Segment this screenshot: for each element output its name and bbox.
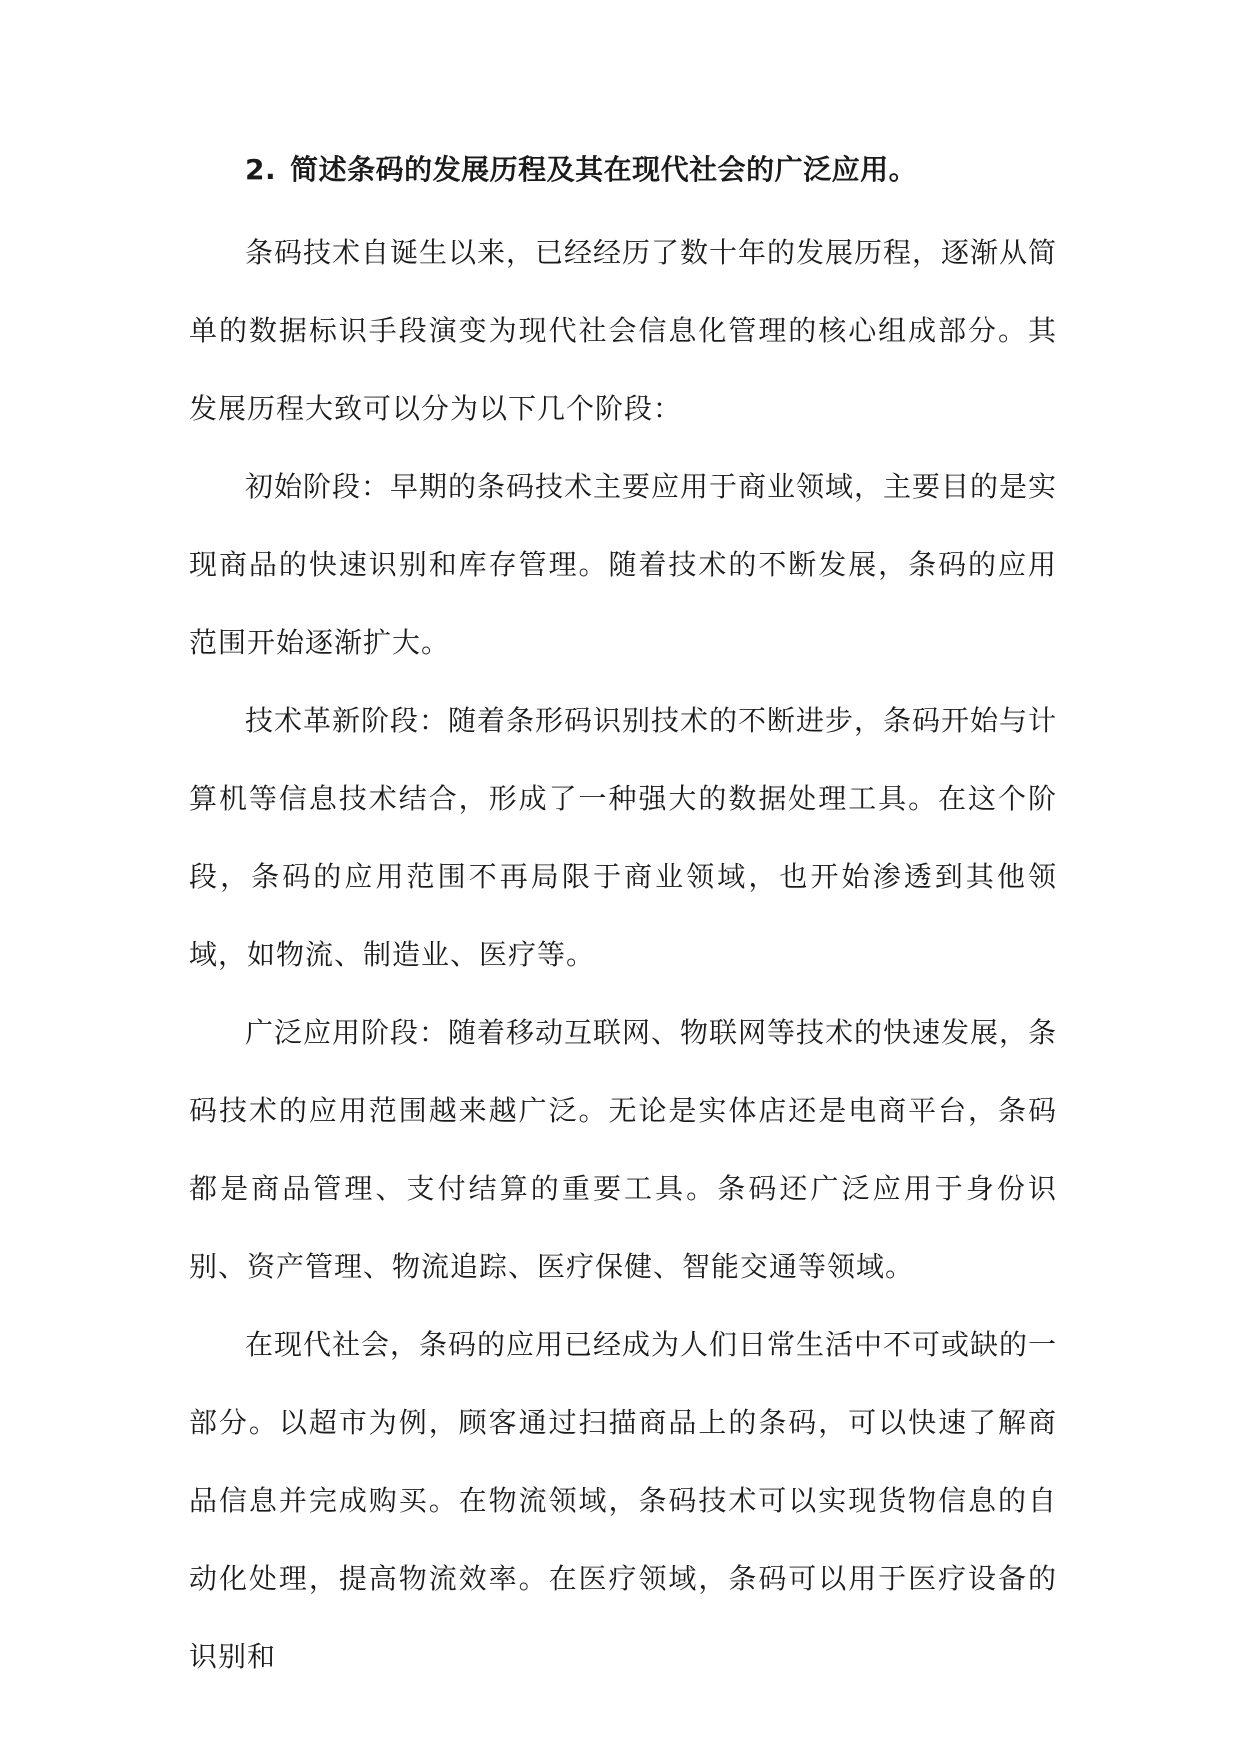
paragraph-innovation-stage: 技术革新阶段：随着条形码识别技术的不断进步，条码开始与计算机等信息技术结合，形成了一种强大的数据处理工具。在这个阶段，条码的应用范围不再局限于商业领域，也开始渗透到其他领域，如物流、制造业、医疗等。	[189, 704, 1058, 971]
document-body	[189, 148, 1057, 1696]
section-title: 简述条码的发展历程及其在现代社会的广泛应用。	[290, 153, 918, 186]
paragraph-wide-application-stage: 广泛应用阶段：随着移动互联网、物联网等技术的快速发展，条码技术的应用范围越来越广泛。无论是实体店还是电商平台，条码都是商品管理、支付结算的重要工具。条码还广泛应用于身份识别、资产管理、物流追踪、医疗保健、智能交通等领域。	[189, 1016, 1058, 1283]
paragraph-intro: 条码技术自诞生以来，已经经历了数十年的发展历程，逐渐从简单的数据标识手段演变为现代社会信息化管理的核心组成部分。其发展历程大致可以分为以下几个阶段：	[189, 236, 1058, 425]
paragraph-initial-stage: 初始阶段：早期的条码技术主要应用于商业领域，主要目的是实现商品的快速识别和库存管理。随着技术的不断发展，条码的应用范围开始逐渐扩大。	[189, 470, 1058, 659]
section-number: 2.	[245, 153, 277, 186]
section-heading	[245, 148, 1057, 192]
paragraph-modern-society: 在现代社会，条码的应用已经成为人们日常生活中不可或缺的一部分。以超市为例，顾客通过扫描商品上的条码，可以快速了解商品信息并完成购买。在物流领域，条码技术可以实现货物信息的自动化处理，提高物流效率。在医疗领域，条码可以用于医疗设备的识别和	[189, 1328, 1058, 1673]
